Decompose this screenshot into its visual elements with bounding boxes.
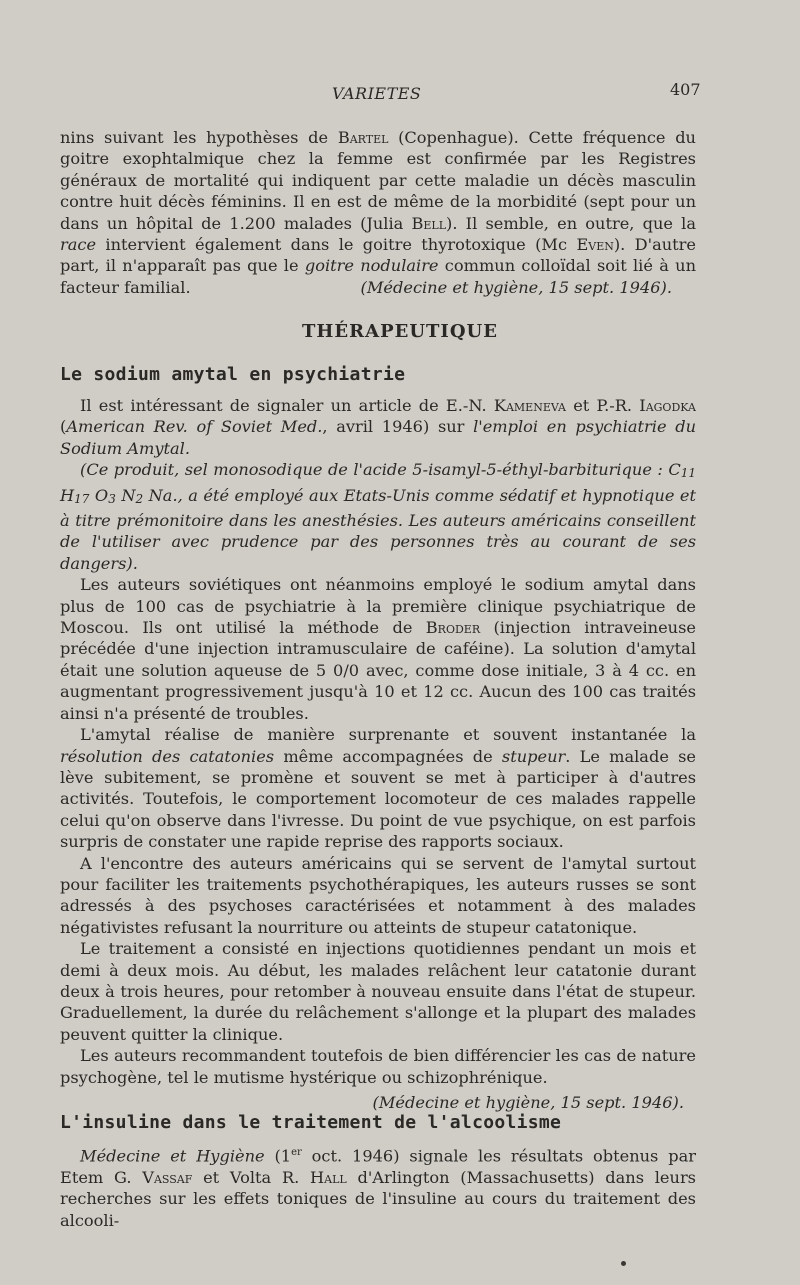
intro-text (60, 127, 696, 298)
article1-paragraph: Les auteurs recommandent toutefois de bien différencier les cas de nature psychogène, tel le mutisme hystérique ou schizophrénique. (60, 1046, 696, 1087)
article1-paragraph: Le traitement a consisté en injections quotidiennes pendant un mois et demi à deux mois. Au début, les malades relâchent leur catatonie durant deux à trois heures, pour retomber à nouveau ensuite dans l'état de stupeur. Graduellement, la durée du relâchement s'allonge et la plupart des malades peuvent quitter la clinique. (60, 939, 696, 1044)
article1-body (60, 395, 696, 1113)
page-number: 407 (670, 80, 701, 99)
article1-source: (Médecine et hygiène, 15 sept. 1946). (372, 1093, 684, 1112)
article2-paragraph: Médecine et Hygiène (1er oct. 1946) signale les résultats obtenus par Etem G. Vassaf et Volta R. Hall d'Arlington (Massachusetts) dans leurs recherches sur les effets toniques de l'insuline au cours du traitement des alcooli- (60, 1146, 696, 1230)
running-header (0, 80, 800, 108)
intro-paragraph: nins suivant les hypothèses de Bartel (Copenhague). Cette fréquence du goitre exophtalmique chez la femme est confirmée par les Registres généraux de mortalité qui indiquent par cette maladie un décès masculin contre huit décès féminins. Il en est de même de la morbidité (sept pour un dans un hôpital de 1.200 malades (Julia Bell). Il semble, en outre, que la race intervient également dans le goitre thyrotoxique (Mc Even). D'autre part, il n'apparaît pas que le goitre nodulaire commun colloïdal soit lié à un facteur familial. (Médecine et hygiène, 15 sept. 1946). (60, 128, 697, 297)
header-title: VARIETES (332, 84, 422, 103)
article1-paragraph: Il est intéressant de signaler un article de E.-N. Kameneva et P.-R. Iagodka (American Rev. of Soviet Med., avril 1946) sur l'emploi en psychiatrie du Sodium Amytal. (60, 396, 696, 458)
author-bartel: Bartel (337, 128, 389, 147)
article1-heading: Le sodium amytal en psychiatrie (60, 364, 406, 385)
article1-paragraph: (Ce produit, sel monosodique de l'acide 5-isamyl-5-éthyl-barbiturique : C11 H17 O3 N2 Na., a été employé aux Etats-Unis comme sédatif et hypnotique et à titre prémonitoire dans les anesthésies. Les auteurs américains conseillent de l'utiliser avec prudence par des personnes très au courant de ses dangers). (60, 460, 697, 573)
article1-paragraph: A l'encontre des auteurs américains qui se servent de l'amytal surtout pour faciliter les traitements psychothérapiques, les auteurs russes se sont adressés à des psychoses caractérisées et notamment à des malades négativistes refusant la nourriture ou atteints de stupeur catatonique. (60, 853, 696, 937)
ink-spot (621, 1261, 626, 1266)
article1-paragraph: Les auteurs soviétiques ont néanmoins employé le sodium amytal dans plus de 100 cas de psychiatrie à la première clinique psychiatrique de Moscou. Ils ont utilisé la méthode de Broder (injection intraveineuse précédée d'une injection intramusculaire de caféine). La solution d'amytal était une solution aqueuse de 5 0/0 avec, comme dose initiale, 3 à 4 cc. en augmentant progressivement jusqu'à 10 et 12 cc. Aucun des 100 cas traités ainsi n'a présenté de troubles. (60, 575, 696, 723)
intro-source: (Médecine et hygiène, 15 sept. 1946). (360, 277, 672, 297)
author-bell: Bell (411, 213, 447, 233)
article1-paragraph: L'amytal réalise de manière surprenante et souvent instantanée la résolution des catatonies même accompagnées de stupeur. Le malade se lève subitement, se promène et souvent se met à participer à d'autres activités. Toutefois, le comportement locomoteur de ces malades rappelle celui qu'on observe dans l'ivresse. Du point de vue psychique, on est parfois surpris de constater une rapide reprise des rapports sociaux. (60, 725, 696, 852)
article2-heading: L'insuline dans le traitement de l'alcoolisme (60, 1112, 562, 1133)
author-even: Even (576, 235, 614, 255)
section-title: THÉRAPEUTIQUE (302, 321, 498, 342)
article2-body (60, 1142, 696, 1231)
